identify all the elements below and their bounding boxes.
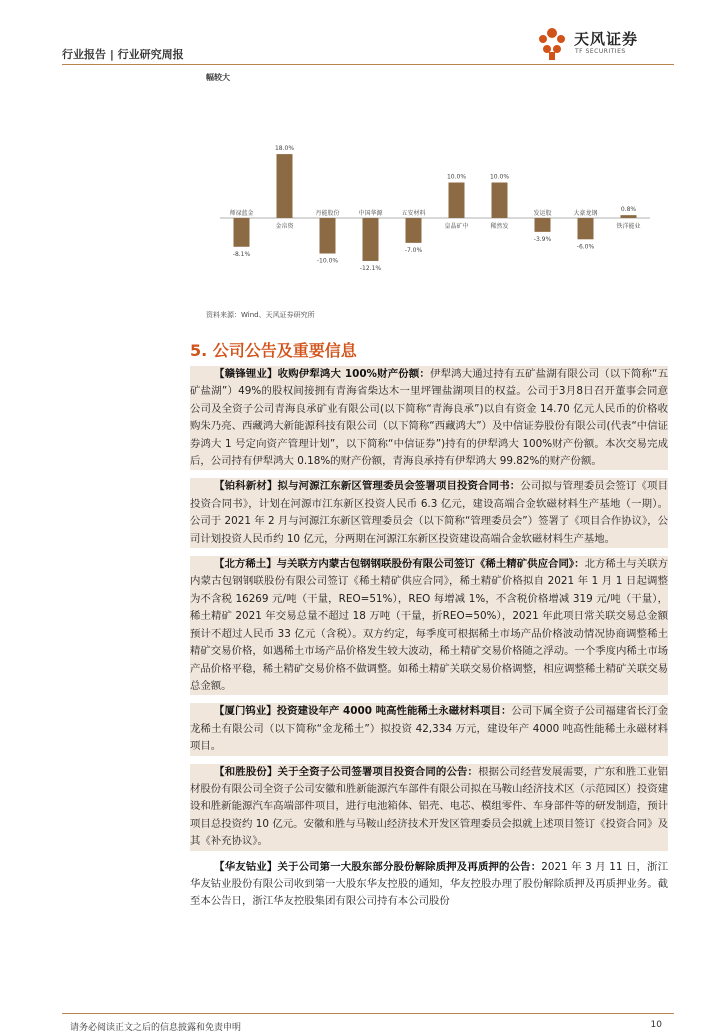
chart-value-label: -6.0%: [576, 243, 595, 251]
announcement-text: 公司拟与管理委员会签订《项目投资合同书》，计划在河源市江东新区投资人民币 6.3 亿元，建设高端合金软磁材料生产基地（一期）。公司于 2021 年 2 月与河源江东新区管理委员会（以下简称“管理委员会”）签署了《项目合作协议》，公司计划投资人民币约 10 亿元，分两期在河源江东新区投资建设高端合金软磁材料生产基地。: [190, 480, 669, 545]
announcement-text: 2021 年 3 月 11 日，浙江华友钴业股份有限公司收到第一大股东华友控股的通知，华友控股办理了股份解除质押及再质押业务。截至本公告日，浙江华友控股集团有限公司持有本公司股份: [190, 860, 668, 908]
disclaimer-text: 请务必阅读正文之后的信息披露和免责申明: [70, 1023, 242, 1033]
announcement-paragraph: [190, 478, 668, 548]
chart-category-label: 皇晶矿中: [444, 223, 469, 230]
chart-category-label: 丹能股份: [315, 210, 340, 217]
footer-divider: [62, 1013, 674, 1014]
announcement-lead: 【铂科新材】拟与河源江东新区管理委员会签署项目投资合同书：: [214, 480, 521, 493]
section-heading: 5. 公司公告及重要信息: [190, 341, 357, 360]
page-number: 10: [650, 1020, 662, 1030]
chart-bar: [277, 154, 293, 218]
chart-bar: [621, 215, 637, 218]
announcement-text: 伊犁鸿大通过持有五矿盐湖有限公司（以下简称“五矿盐湖”）49%的股权间接拥有青海省柴达木一里坪锂盐湖项目的权益。公司于3月8日召开董事会同意公司及全资子公司青海良承矿业有限公司(以下简称“青海良承”)以自有资金 14.70 亿元人民币的价格收购朱乃亮、西藏鸿大新能源科技有限公司（以下简称“西藏鸿大”）及中信证券股份有限公司(代表“中信证券鸿大 1 号定向资产管理计划”，以下简称“中信证券”)持有的伊犁鸿大 100%财产份额。本次交易完成后，公司持有伊犁鸿大 0.18%的财产份额，青海良承持有伊犁鸿大 99.82%的财产份额。: [190, 368, 669, 468]
announcement-paragraph: [190, 764, 668, 851]
logo-mark-icon: [534, 26, 570, 60]
chart-bar: [320, 218, 336, 254]
announcement-text: 北方稀土与关联方内蒙古包钢钢联股份有限公司签订《稀土精矿供应合同》，稀土精矿价格拟自 2021 年 1 月 1 日起调整为不含税 16269 元/吨（干量，REO=51%），REO 每增减 1%，不含税价格增减 319 元/吨（干量），稀土精矿 2021 年交易总量不超过 18 万吨（干量，折REO=50%），2021 年此项日常关联交易总金额预计不超过人民币 33 亿元（含税）。双方约定，每季度可根据稀土市场产品价格波动情况协商调整稀土精矿交易价格，如遇稀土市场产品价格发生较大波动，稀土精矿交易价格随之浮动。一个季度内稀土市场产品价格平稳，稀土精矿交易价格不做调整。如稀土精矿关联交易价格调整，相应调整稀土精矿关联交易总金额。: [190, 558, 669, 692]
chart-category-label: 师禄蓝金: [229, 210, 254, 217]
chart-bar: [535, 218, 551, 232]
announcement-paragraph: [190, 859, 668, 912]
announcement-lead: 【和胜股份】关于全资子公司签署项目投资合同的公告：: [214, 765, 479, 778]
chart-source: 资料来源：Wind、天风证券研究所: [206, 311, 315, 319]
chart-category-label: 稀然发: [490, 223, 509, 230]
company-logo: [534, 26, 674, 62]
chart-value-label: -7.0%: [404, 246, 423, 254]
chart-bar: [363, 218, 379, 261]
chart-value-label: 18.0%: [274, 145, 295, 153]
page-header: [62, 30, 674, 62]
chart-value-label: 0.8%: [620, 206, 637, 214]
chart-category-label: 中国华源: [358, 210, 383, 217]
announcement-lead: 【北方稀土】与关联方内蒙古包钢钢联股份有限公司签订《稀土精矿供应合同》：: [214, 558, 585, 571]
chart-category-label: 大豪龙钢: [573, 210, 598, 217]
header-divider: [62, 64, 674, 65]
chart-category-label: 五安材料: [401, 210, 426, 217]
announcement-paragraph: [190, 703, 668, 755]
chart-canvas: [200, 68, 670, 316]
announcement-text: 公司下属全资子公司福建省长汀金龙稀土有限公司（以下简称“金龙稀土”）拟投资 42,334 万元，建设年产 4000 吨高性能稀土永磁材料项目。: [190, 705, 669, 753]
chart-bar: [406, 218, 422, 243]
chart-value-label: -8.1%: [232, 250, 251, 258]
chart-category-label: 发运股: [533, 210, 552, 217]
chart-title: 幅较大: [206, 73, 230, 82]
announcement-lead: 【华友钴业】关于公司第一大股东部分股份解除质押及再质押的公告：: [214, 860, 542, 873]
announcement-lead: 【赣锋锂业】收购伊犁鸿大 100%财产份额：: [214, 368, 431, 380]
chart-value-label: 10.0%: [446, 173, 467, 181]
chart-value-label: 10.0%: [489, 173, 510, 181]
chart-value-label: -10.0%: [316, 257, 339, 265]
chart-category-label: 铁洋能业: [616, 223, 641, 230]
chart-value-label: -3.9%: [533, 235, 552, 243]
bar-chart: [200, 68, 670, 316]
chart-value-label: -12.1%: [359, 264, 382, 272]
announcement-paragraph: [190, 556, 668, 695]
chart-bar: [234, 218, 250, 247]
announcements: [190, 366, 668, 920]
logo-name: 天风证券: [574, 30, 639, 48]
chart-bar: [449, 183, 465, 219]
announcement-paragraph: [190, 366, 668, 470]
chart-category-label: 金帛资: [275, 223, 294, 230]
announcement-lead: 【厦门钨业】投资建设年产 4000 吨高性能稀土永磁材料项目：: [214, 705, 512, 718]
announcement-text: 根据公司经营发展需要，广东和胜工业铝材股份有限公司全资子公司安徽和胜新能源汽车部件有限公司拟在马鞍山经济技术区（示范园区）投资建设和胜新能源汽车高端部件项目，进行电池箱体、铝壳、电芯、模组零件、车身部件等的研发制造，预计项目总投资约 10 亿元。安徽和胜与马鞍山经济技术开发区管理委员会拟就上述项目签订《投资合同》及其《补充协议》。: [190, 765, 669, 848]
breadcrumb: 行业报告 | 行业研究周报: [62, 48, 184, 61]
chart-bar: [578, 218, 594, 239]
chart-bar: [492, 183, 508, 219]
logo-subtitle: TF SECURITIES: [575, 48, 626, 55]
